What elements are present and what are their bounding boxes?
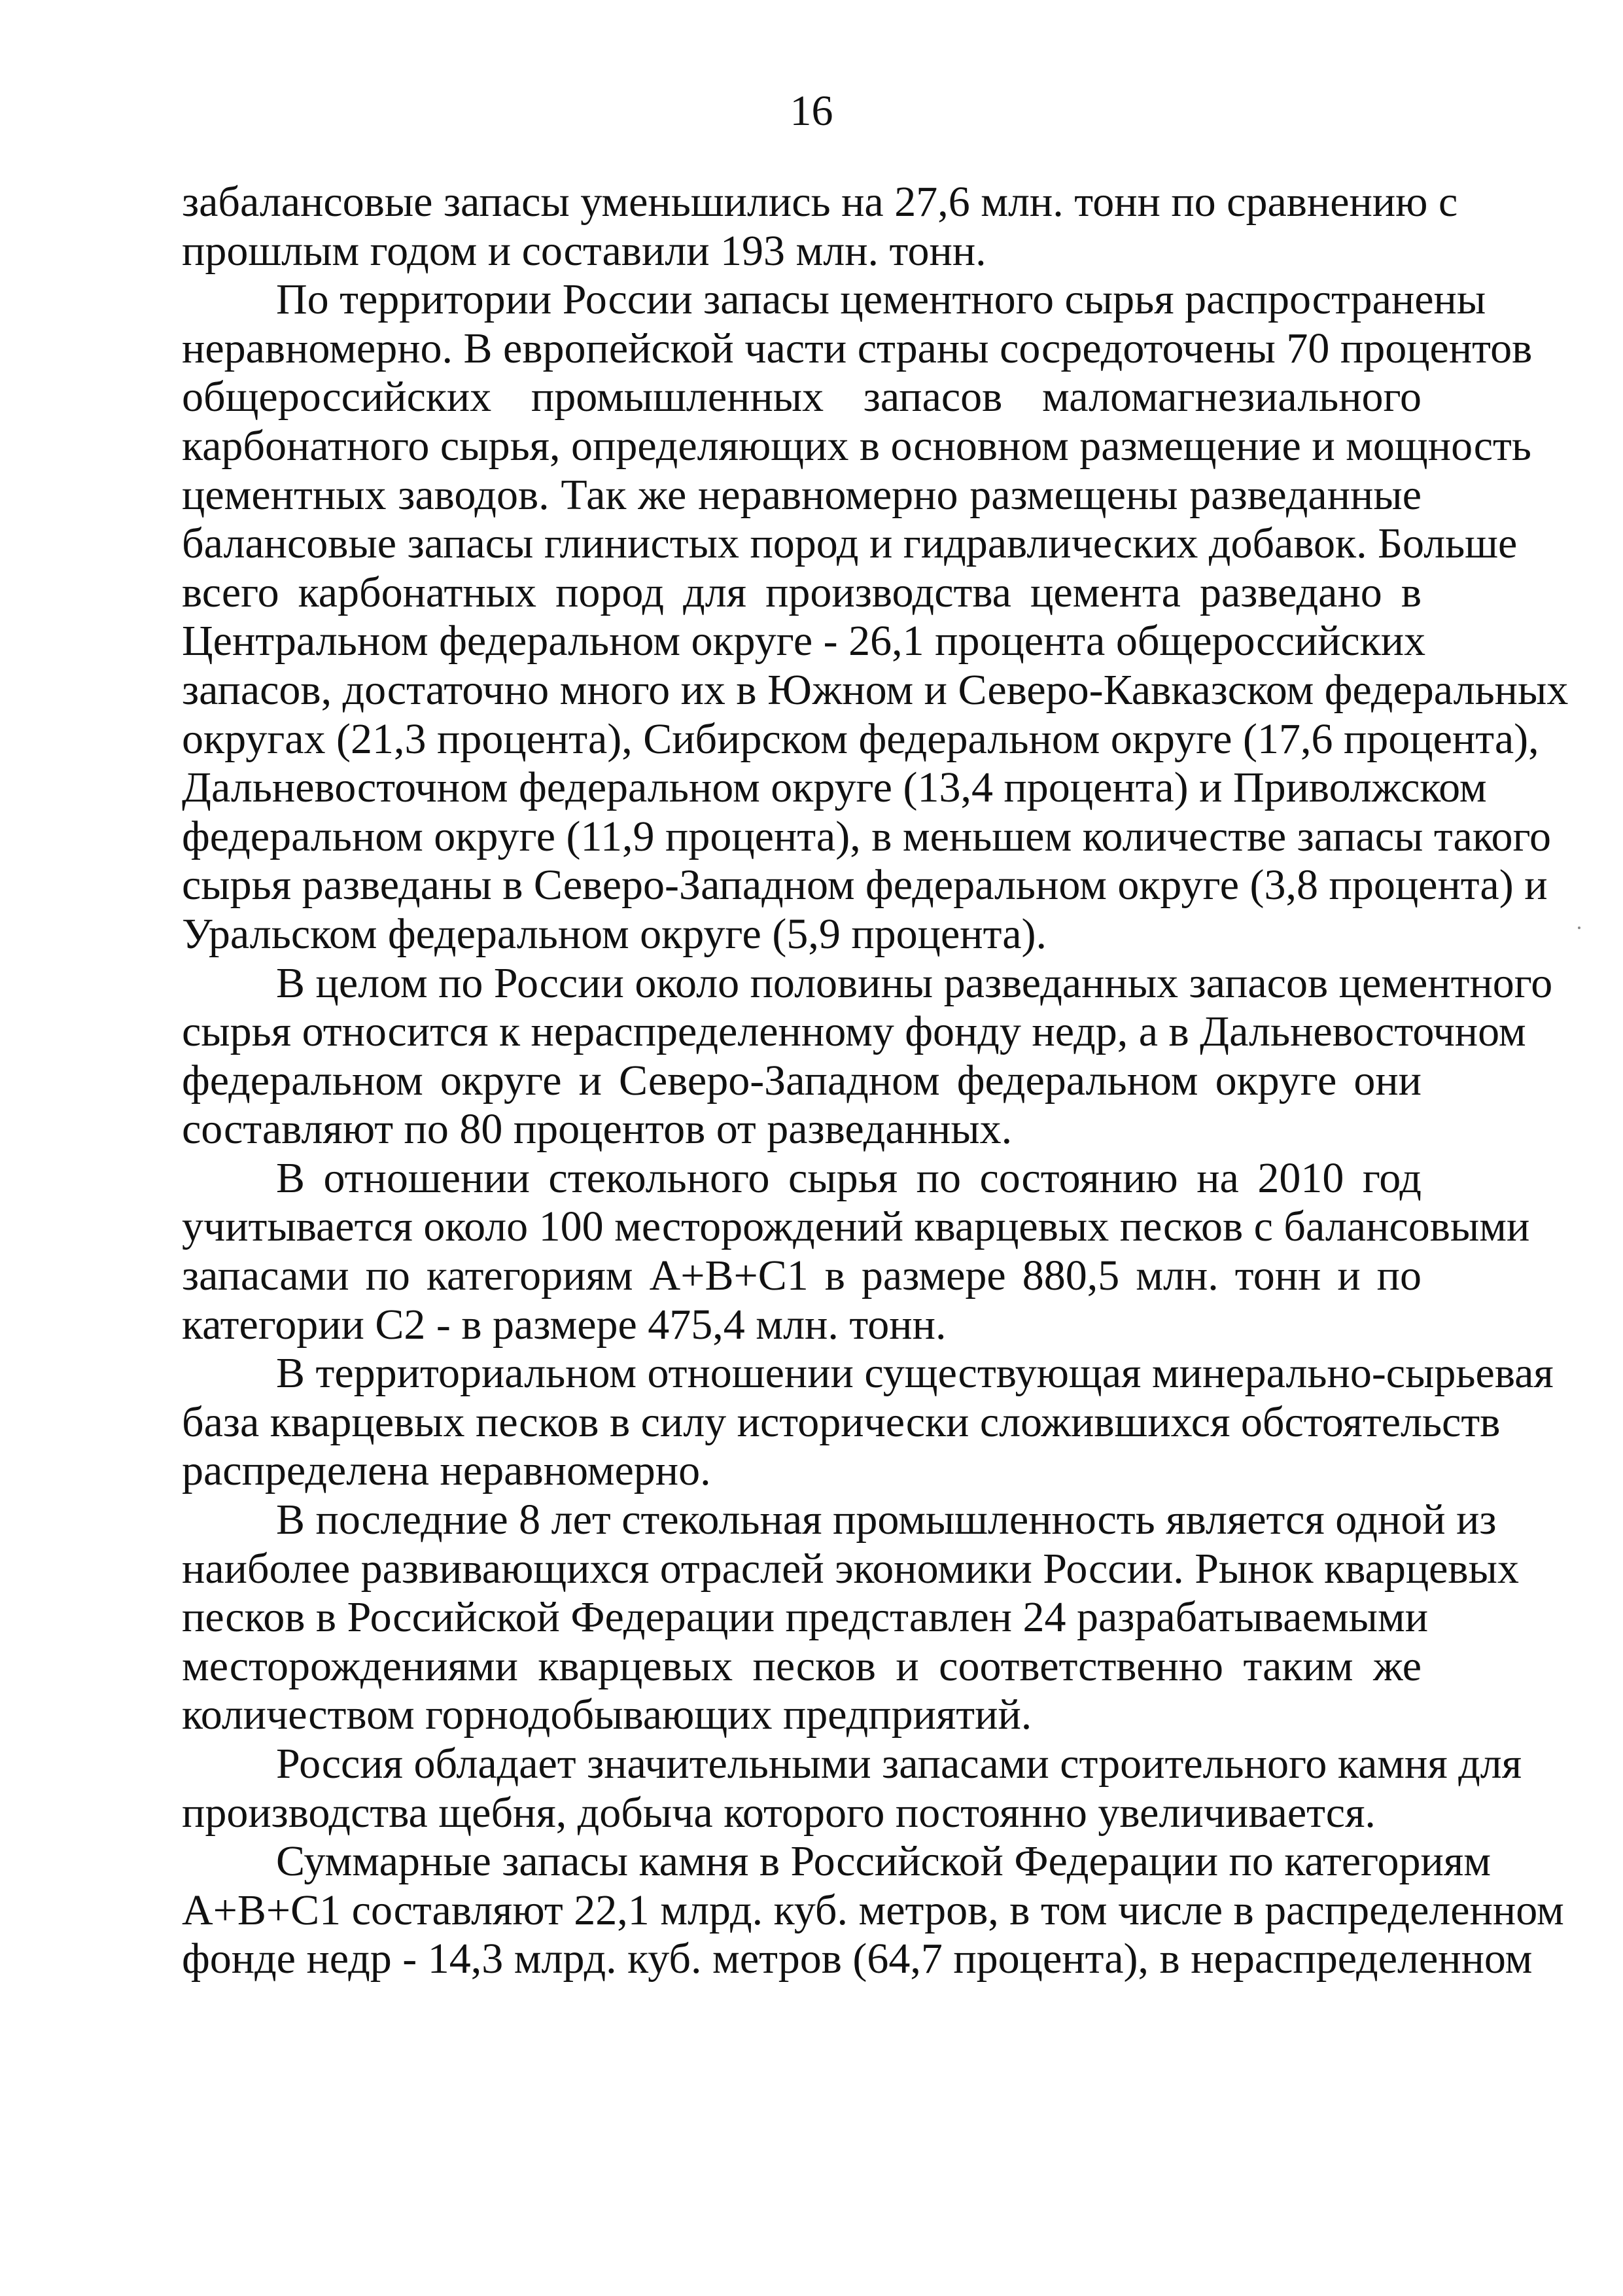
text-line: карбонатного сырья, определяющих в основном размещение и мощность bbox=[182, 421, 1531, 470]
text-line: фонде недр - 14,3 млрд. куб. метров (64,7 процента), в нераспределенном bbox=[182, 1935, 1533, 1983]
text-line: Центральном федеральном округе - 26,1 процента общероссийских bbox=[182, 617, 1426, 665]
text-line: распределена неравномерно. bbox=[182, 1447, 711, 1495]
text-line: федеральном округе и Северо-Западном федеральном округе они bbox=[182, 1056, 1422, 1104]
text-line: Суммарные запасы камня в Российской Федерации по категориям bbox=[276, 1837, 1491, 1886]
text-line: месторождениями кварцевых песков и соответственно таким же bbox=[182, 1642, 1422, 1690]
text-line: сырья относится к нераспределенному фонду недр, а в Дальневосточном bbox=[182, 1008, 1526, 1056]
text-line: балансовые запасы глинистых пород и гидравлических добавок. Больше bbox=[182, 520, 1518, 568]
paragraph bbox=[182, 1496, 1519, 1740]
text-line: база кварцевых песков в силу исторически сложившихся обстоятельств bbox=[182, 1398, 1501, 1446]
text-line: В отношении стекольного сырья по состоянию на 2010 год bbox=[276, 1154, 1422, 1202]
text-line: количеством горнодобывающих предприятий. bbox=[182, 1691, 1032, 1739]
text-line: наиболее развивающихся отраслей экономики России. Рынок кварцевых bbox=[182, 1544, 1519, 1593]
text-line: запасов, достаточно много их в Южном и Северо-Кавказском федеральных bbox=[182, 665, 1569, 714]
paragraph bbox=[182, 275, 1569, 959]
text-line: А+В+С1 составляют 22,1 млрд. куб. метров, в том числе в распределенном bbox=[182, 1886, 1564, 1934]
text-line: производства щебня, добыча которого постоянно увеличивается. bbox=[182, 1788, 1376, 1837]
text-line: составляют по 80 процентов от разведанных. bbox=[182, 1105, 1013, 1154]
text-line: запасами по категориям А+В+С1 в размере 880,5 млн. тонн и по bbox=[182, 1252, 1422, 1300]
text-line: цементных заводов. Так же неравномерно размещены разведанные bbox=[182, 470, 1422, 519]
text-line: неравномерно. В европейской части страны сосредоточены 70 процентов bbox=[182, 324, 1533, 372]
text-line: В целом по России около половины разведанных запасов цементного bbox=[276, 959, 1553, 1007]
text-line: песков в Российской Федерации представлен 24 разрабатываемыми bbox=[182, 1593, 1429, 1642]
text-line: всего карбонатных пород для производства цемента разведано в bbox=[182, 568, 1422, 616]
text-line: Уральском федеральном округе (5,9 процента). bbox=[182, 910, 1047, 958]
paragraph bbox=[182, 1740, 1522, 1837]
text-line: учитывается около 100 месторождений кварцевых песков с балансовыми bbox=[182, 1203, 1530, 1251]
paragraph bbox=[182, 959, 1553, 1154]
text-line: федеральном округе (11,9 процента), в меньшем количестве запасы такого bbox=[182, 812, 1551, 860]
text-line: В последние 8 лет стекольная промышленность является одной из bbox=[276, 1496, 1497, 1544]
scan-speck bbox=[1578, 927, 1580, 929]
text-line: Россия обладает значительными запасами строительного камня для bbox=[276, 1740, 1522, 1788]
text-line: В территориальном отношении существующая минерально-сырьевая bbox=[276, 1349, 1554, 1398]
paragraph bbox=[182, 1837, 1564, 1984]
page-number: 16 bbox=[790, 87, 833, 135]
paragraph bbox=[182, 1154, 1530, 1349]
text-line: округах (21,3 процента), Сибирском федеральном округе (17,6 процента), bbox=[182, 715, 1539, 763]
text-line: категории С2 - в размере 475,4 млн. тонн. bbox=[182, 1300, 947, 1349]
text-line: прошлым годом и составили 193 млн. тонн. bbox=[182, 226, 986, 275]
text-line: забалансовые запасы уменьшились на 27,6 млн. тонн по сравнению с bbox=[182, 178, 1458, 226]
text-line: По территории России запасы цементного сырья распространены bbox=[276, 275, 1486, 324]
text-line: общероссийских промышленных запасов маломагнезиального bbox=[182, 373, 1422, 421]
text-line: сырья разведаны в Северо-Западном федеральном округе (3,8 процента) и bbox=[182, 861, 1548, 910]
paragraph bbox=[182, 1349, 1554, 1496]
paragraph bbox=[182, 178, 1458, 275]
text-line: Дальневосточном федеральном округе (13,4 процента) и Приволжском bbox=[182, 764, 1487, 812]
body-text bbox=[182, 178, 1569, 1984]
